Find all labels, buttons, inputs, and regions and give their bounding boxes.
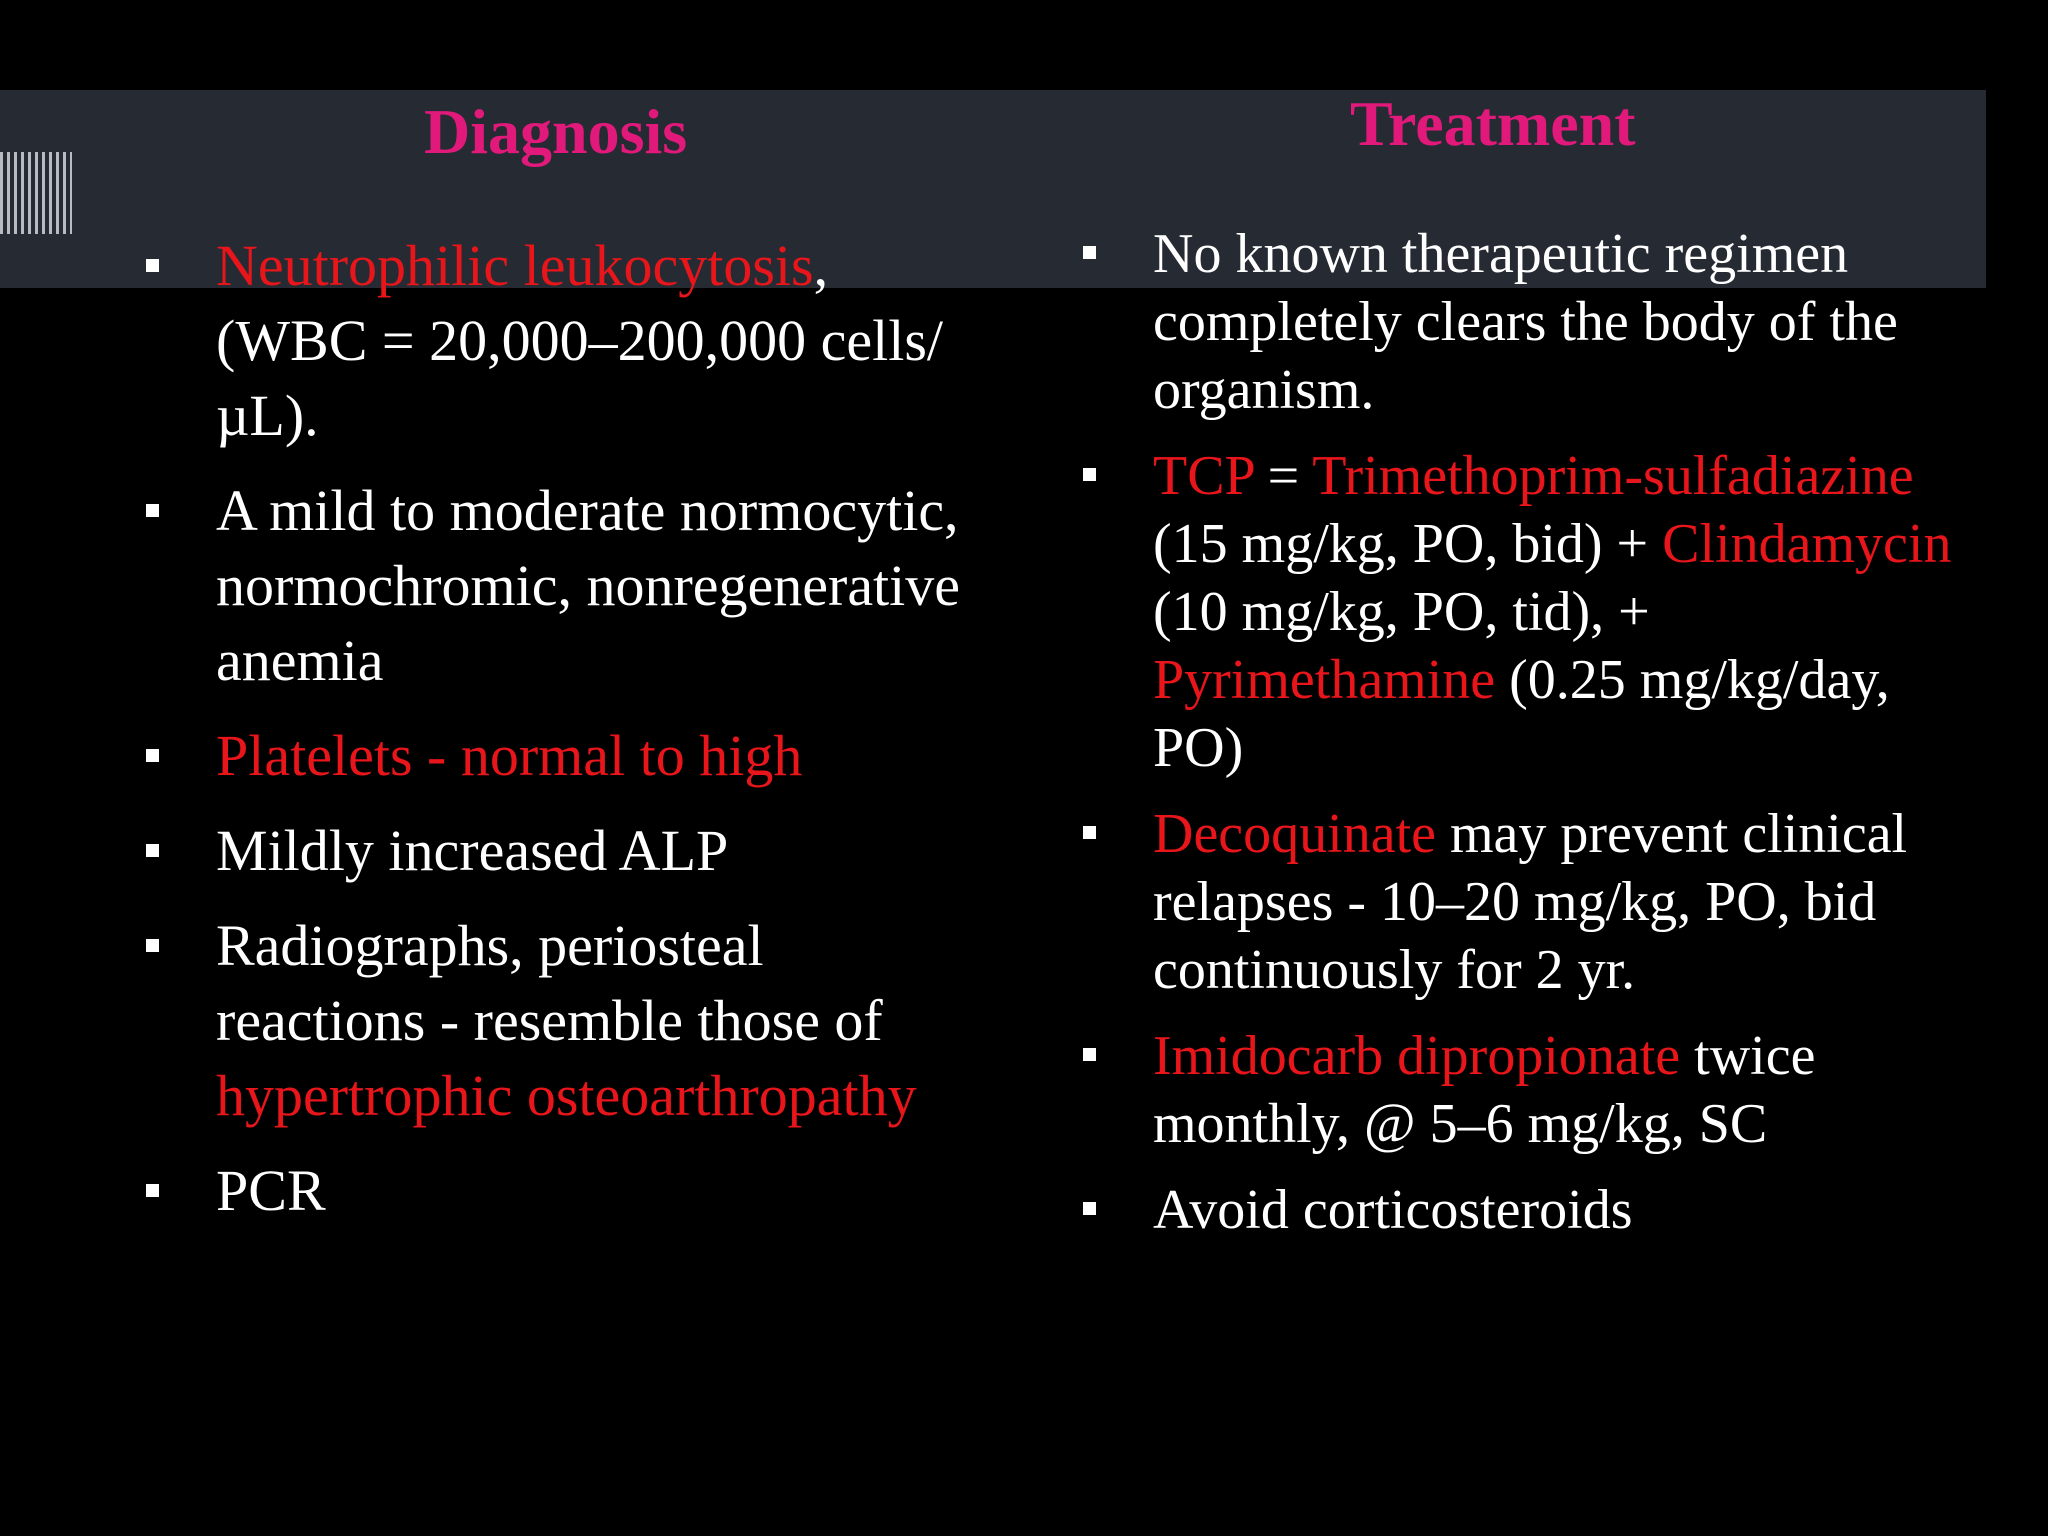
treatment-title: Treatment: [1350, 88, 1636, 159]
item-text-highlight: Neutrophilic leukocytosis: [216, 233, 814, 298]
list-item: [1077, 442, 1977, 782]
list-item: [140, 228, 980, 453]
list-item: [1077, 800, 1977, 1004]
item-text: =: [1253, 445, 1313, 507]
bullet-square-icon: [1083, 1202, 1096, 1215]
barcode-decoration-icon: [0, 152, 72, 234]
item-text: PCR: [216, 1158, 326, 1223]
item-text: A mild to moderate normocytic, normochromic, nonregenerative anemia: [216, 478, 961, 693]
bullet-square-icon: [1083, 1048, 1096, 1061]
item-text-highlight: TCP: [1153, 445, 1254, 507]
list-item: [140, 1153, 980, 1228]
diagnosis-list: [140, 228, 980, 1248]
item-text: (15 mg/kg, PO, bid) +: [1153, 513, 1663, 575]
bullet-square-icon: [1083, 468, 1096, 481]
item-text-highlight: Decoquinate: [1153, 803, 1436, 865]
bullet-square-icon: [146, 1184, 159, 1197]
bullet-square-icon: [146, 259, 159, 272]
list-item: [140, 718, 980, 793]
item-text-highlight: Platelets - normal to high: [216, 723, 803, 788]
item-text-highlight: Clindamycin: [1662, 513, 1952, 575]
item-text: may prevent clinical relapses - 10–20 mg/kg, PO, bid continuously for 2 yr.: [1153, 803, 1908, 1001]
item-text: , (WBC = 20,000–200,000 cells/µL).: [216, 233, 944, 448]
item-text: Avoid corticosteroids: [1153, 1179, 1633, 1241]
list-item: [140, 908, 980, 1133]
item-text-highlight: Trimethoprim-sulfadiazine: [1312, 445, 1914, 507]
list-item: [140, 473, 980, 698]
bullet-square-icon: [1083, 246, 1096, 259]
bullet-square-icon: [146, 844, 159, 857]
item-text: (0.25 mg/kg/day, PO): [1153, 649, 1890, 779]
bullet-square-icon: [1083, 826, 1096, 839]
list-item: [1077, 220, 1977, 424]
bullet-square-icon: [146, 939, 159, 952]
list-item: [1077, 1176, 1977, 1244]
diagnosis-title: Diagnosis: [424, 96, 688, 167]
item-text: (10 mg/kg, PO, tid), +: [1153, 581, 1650, 643]
item-text-highlight: Pyrimethamine: [1153, 649, 1496, 711]
item-text-highlight: Imidocarb dipropionate: [1153, 1025, 1681, 1087]
item-text: twice monthly, @ 5–6 mg/kg, SC: [1153, 1025, 1816, 1155]
list-item: [140, 813, 980, 888]
item-text: No known therapeutic regimen completely clears the body of the organism.: [1153, 223, 1898, 421]
bullet-square-icon: [146, 749, 159, 762]
list-item: [1077, 1022, 1977, 1158]
item-text: Radiographs, periosteal reactions - resemble those of: [216, 913, 883, 1053]
item-text: Mildly increased ALP: [216, 818, 729, 883]
item-text-highlight: hypertrophic osteoarthropathy: [216, 1063, 917, 1128]
bullet-square-icon: [146, 504, 159, 517]
treatment-list: [1077, 220, 1977, 1262]
